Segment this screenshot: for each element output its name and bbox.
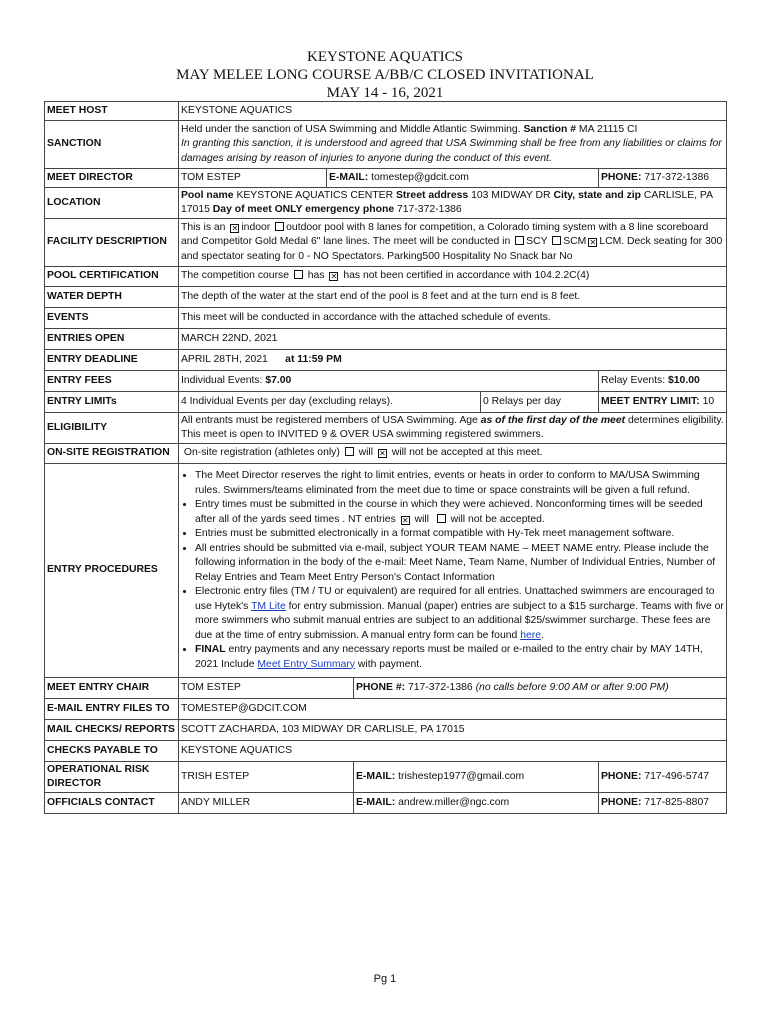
value-sanction <box>179 121 727 169</box>
row-meet-director <box>45 169 727 188</box>
label-checks-payable: CHECKS PAYABLE TO <box>45 741 179 762</box>
scy-label: SCY <box>526 236 548 248</box>
facility-seating: Deck seating for 300 and spectator seating for 0 - NO Spectators. Parking500 Hospitality No Snack bar No <box>181 236 723 262</box>
lcm-label: LCM. <box>599 236 625 248</box>
header-event: MAY MELEE LONG COURSE A/BB/C CLOSED INVITATIONAL <box>176 67 594 83</box>
label-officials: OFFICIALS CONTACT <box>45 793 179 814</box>
label-entry-limits: ENTRY LIMITs <box>45 392 179 413</box>
has-checkbox[interactable] <box>294 270 303 279</box>
officials-phone: 717-825-8807 <box>644 796 710 808</box>
value-fees-relay <box>599 371 727 392</box>
scm-checkbox[interactable] <box>552 236 561 245</box>
onsite-will-not-label: will not be accepted at this meet. <box>391 447 543 459</box>
value-fees-individual <box>179 371 599 392</box>
row-checks-payable <box>45 741 727 762</box>
label-entry-procedures: ENTRY PROCEDURES <box>45 464 179 678</box>
label-facility: FACILITY DESCRIPTION <box>45 219 179 267</box>
outdoor-checkbox[interactable] <box>275 222 284 231</box>
scm-label: SCM <box>563 236 587 248</box>
value-pool-cert <box>179 267 727 287</box>
row-pool-cert <box>45 267 727 287</box>
sanction-num-label: Sanction # <box>523 123 579 135</box>
procedure-item: • The Meet Director reserves the right to limit entries, events or heats in order to conform to MA/USA Swimming rules. Swimmers/teams eliminated from the meet due to time or space constraints will be given a full refund. <box>195 469 724 498</box>
meet-limit: 10 <box>702 395 715 407</box>
eligibility-text: All entrants must be registered members of USA Swimming. Age <box>181 414 481 426</box>
value-water-depth: The depth of the water at the start end of the pool is 8 feet and at the turn end is 8 feet. <box>179 287 727 308</box>
value-officials-name: ANDY MILLER <box>179 793 354 814</box>
value-risk-phone <box>599 762 727 793</box>
director-email: tomestep@gdcit.com <box>371 171 469 183</box>
label-entries-open: ENTRIES OPEN <box>45 329 179 350</box>
has-label: has <box>307 270 325 282</box>
label-entry-chair: MEET ENTRY CHAIR <box>45 678 179 699</box>
value-chair-phone <box>354 678 727 699</box>
procedure-text: Electronic entry files (TM / TU or equivalent) are required for all entries. Unattached swimmers are encouraged to use Hytek's <box>195 586 715 612</box>
row-email-files <box>45 699 727 720</box>
row-facility <box>45 219 727 267</box>
manual-entry-form-link[interactable]: here <box>520 629 541 641</box>
value-risk-name: TRISH ESTEP <box>179 762 354 793</box>
value-chair-name: TOM ESTEP <box>179 678 354 699</box>
label-meet-host: MEET HOST <box>45 102 179 121</box>
meet-entry-summary-link[interactable]: Meet Entry Summary <box>257 658 355 670</box>
label-eligibility: ELIGIBILITY <box>45 413 179 444</box>
row-events <box>45 308 727 329</box>
has-not-label: has not been certified in accordance with 104.2.2C(4) <box>343 270 590 282</box>
has-not-checkbox[interactable] <box>329 272 338 281</box>
meet-info-table <box>44 101 727 814</box>
row-location <box>45 188 727 219</box>
value-entries-open: MARCH 22ND, 2021 <box>179 329 727 350</box>
row-entry-limits <box>45 392 727 413</box>
sanction-number: MA 21115 CI <box>578 123 638 135</box>
onsite-will-checkbox[interactable] <box>345 447 354 456</box>
chair-phone: 717-372-1386 <box>407 681 473 693</box>
row-entries-open <box>45 329 727 350</box>
lcm-checkbox[interactable] <box>588 238 597 247</box>
nt-will-not-checkbox[interactable] <box>437 514 446 523</box>
sanction-disclaimer: In granting this sanction, it is understood and agreed that USA Swimming shall be free from any liabilities or claims for damages arising by reason of injuries to anyone during the conduct of this event. <box>181 138 722 164</box>
row-water-depth <box>45 287 727 308</box>
value-limit-meet <box>599 392 727 413</box>
procedure-text: entry payments and any necessary reports must be mailed or e-mailed to the entry chair by MAY 14TH, 2021 Include <box>195 644 703 670</box>
header-dates: MAY 14 - 16, 2021 <box>326 85 444 101</box>
label-onsite: ON-SITE REGISTRATION <box>45 444 179 464</box>
pool-cert-text: The competition course <box>181 270 292 282</box>
risk-email-label: E-MAIL: <box>356 770 399 782</box>
tm-lite-link[interactable]: TM Lite <box>251 600 286 612</box>
label-events: EVENTS <box>45 308 179 329</box>
value-meet-host: KEYSTONE AQUATICS <box>179 102 727 121</box>
procedure-text: Entry times must be submitted in the course in which they were achieved. Nonconforming times will be seeded after all of the yards seed times . NT entries <box>195 499 703 525</box>
nt-will-not-label: will not be accepted. <box>450 513 545 525</box>
row-entry-fees <box>45 371 727 392</box>
label-email-files: E-MAIL ENTRY FILES TO <box>45 699 179 720</box>
chair-phone-label: PHONE #: <box>356 681 408 693</box>
row-onsite <box>45 444 727 464</box>
director-phone: 717-372-1386 <box>644 171 710 183</box>
value-email-files: TOMESTEP@GDCIT.COM <box>179 699 727 720</box>
director-phone-label: PHONE: <box>601 171 645 183</box>
label-entry-deadline: ENTRY DEADLINE <box>45 350 179 371</box>
onsite-will-label: will <box>358 447 374 459</box>
row-operational-risk <box>45 762 727 793</box>
ind-fee-label: Individual Events: <box>181 374 266 386</box>
procedure-item: • All entries should be submitted via e-mail, subject YOUR TEAM NAME – MEET NAME entry. Please include the following information in the body of the e-mail: Meet Name, Team Name, Number of Individual Entries, Number of Relay Entries and Team Meet Entry Person's Contact Information <box>195 542 724 586</box>
value-officials-phone <box>599 793 727 814</box>
value-director-email <box>327 169 599 188</box>
risk-phone-label: PHONE: <box>601 770 645 782</box>
final-label: FINAL <box>195 644 226 655</box>
nt-will-label: will <box>414 513 429 525</box>
value-eligibility <box>179 413 727 444</box>
chair-phone-note: (no calls before 9:00 AM or after 9:00 PM) <box>472 681 669 693</box>
relay-fee-label: Relay Events: <box>601 374 668 386</box>
officials-email-label: E-MAIL: <box>356 796 399 808</box>
row-entry-chair <box>45 678 727 699</box>
row-sanction <box>45 121 727 169</box>
outdoor-text: outdoor pool with 8 lanes for competition, a Colorado timing system with a 8 line scoreboard and Competitor Gold Medal 6" lane lines. The meet will be conducted in <box>181 221 709 248</box>
indoor-label: indoor <box>241 221 271 233</box>
value-facility <box>179 219 727 267</box>
value-officials-email <box>354 793 599 814</box>
emergency-phone: 717-372-1386 <box>397 204 462 215</box>
ind-fee: $7.00 <box>265 374 292 386</box>
street-label: Street address <box>395 189 472 201</box>
nt-will-checkbox[interactable] <box>401 516 410 525</box>
relay-fee: $10.00 <box>668 374 700 386</box>
pool-name-label: Pool name <box>181 189 237 201</box>
label-location: LOCATION <box>45 188 179 219</box>
value-limit-individual: 4 Individual Events per day (excluding relays). <box>179 392 481 413</box>
label-mail-checks: MAIL CHECKS/ REPORTS <box>45 720 179 741</box>
procedure-item <box>195 498 724 527</box>
row-eligibility <box>45 413 727 444</box>
label-operational-risk: OPERATIONAL RISK DIRECTOR <box>45 762 179 793</box>
header-org: KEYSTONE AQUATICS <box>307 49 463 65</box>
procedure-text: for entry submission. Manual (paper) entries are subject to a $15 surcharge. Teams with five or more swimmers who submit manual entries are subject to an additional $25/swimmer surcharge. These fees are due at the time of entry submission. A manual entry form can be found <box>195 600 724 641</box>
value-events: This meet will be conducted in accordance with the attached schedule of events. <box>179 308 727 329</box>
row-mail-checks <box>45 720 727 741</box>
value-entry-procedures <box>179 464 727 678</box>
value-risk-email <box>354 762 599 793</box>
onsite-will-not-checkbox[interactable] <box>378 449 387 458</box>
page-number: Pg 1 <box>373 973 397 985</box>
value-location <box>179 188 727 219</box>
value-director-name: TOM ESTEP <box>179 169 327 188</box>
street: 103 MIDWAY DR <box>471 189 554 201</box>
indoor-checkbox[interactable] <box>230 224 239 233</box>
emergency-phone-label: Day of meet ONLY emergency phone <box>212 204 397 215</box>
city: CARLISLE, PA 17015 <box>181 189 713 215</box>
procedure-item <box>195 585 724 643</box>
value-onsite <box>179 444 727 464</box>
procedure-text: with payment. <box>355 658 422 670</box>
value-entry-deadline <box>179 350 727 371</box>
row-meet-host <box>45 102 727 121</box>
officials-email: andrew.miller@ngc.com <box>398 796 510 808</box>
label-sanction: SANCTION <box>45 121 179 169</box>
value-limit-relays: 0 Relays per day <box>481 392 599 413</box>
label-entry-fees: ENTRY FEES <box>45 371 179 392</box>
row-officials <box>45 793 727 814</box>
value-mail-checks: SCOTT ZACHARDA, 103 MIDWAY DR CARLISLE, PA 17015 <box>179 720 727 741</box>
eligibility-text-2: determines eligibility. This meet is open to INVITED 9 & OVER USA swimming registered swimmers. <box>181 414 724 440</box>
risk-email: trishestep1977@gmail.com <box>398 770 525 782</box>
meet-limit-label: MEET ENTRY LIMIT: <box>601 395 703 407</box>
procedures-list <box>181 469 724 672</box>
deadline-time: at 11:59 PM <box>285 353 342 365</box>
director-email-label: E-MAIL: <box>329 171 372 183</box>
row-entry-procedures <box>45 464 727 678</box>
risk-phone: 717-496-5747 <box>644 770 710 782</box>
city-label: City, state and zip <box>553 189 644 201</box>
eligibility-emphasis: as of the first day of the meet <box>480 414 626 426</box>
label-water-depth: WATER DEPTH <box>45 287 179 308</box>
value-checks-payable: KEYSTONE AQUATICS <box>179 741 727 762</box>
procedure-text: . <box>540 629 544 641</box>
pool-name: KEYSTONE AQUATICS CENTER <box>236 189 396 201</box>
onsite-text: On-site registration (athletes only) <box>183 447 343 459</box>
label-pool-cert: POOL CERTIFICATION <box>45 267 179 287</box>
label-meet-director: MEET DIRECTOR <box>45 169 179 188</box>
scy-checkbox[interactable] <box>515 236 524 245</box>
value-director-phone <box>599 169 727 188</box>
sanction-text: Held under the sanction of USA Swimming and Middle Atlantic Swimming. <box>181 123 524 135</box>
procedure-item: • Entries must be submitted electronically in a format compatible with Hy-Tek meet management software. <box>195 527 724 542</box>
officials-phone-label: PHONE: <box>601 796 645 808</box>
row-entry-deadline <box>45 350 727 371</box>
procedure-item <box>195 643 724 672</box>
deadline-date: APRIL 28TH, 2021 <box>181 353 268 365</box>
facility-text: This is an <box>181 221 229 233</box>
